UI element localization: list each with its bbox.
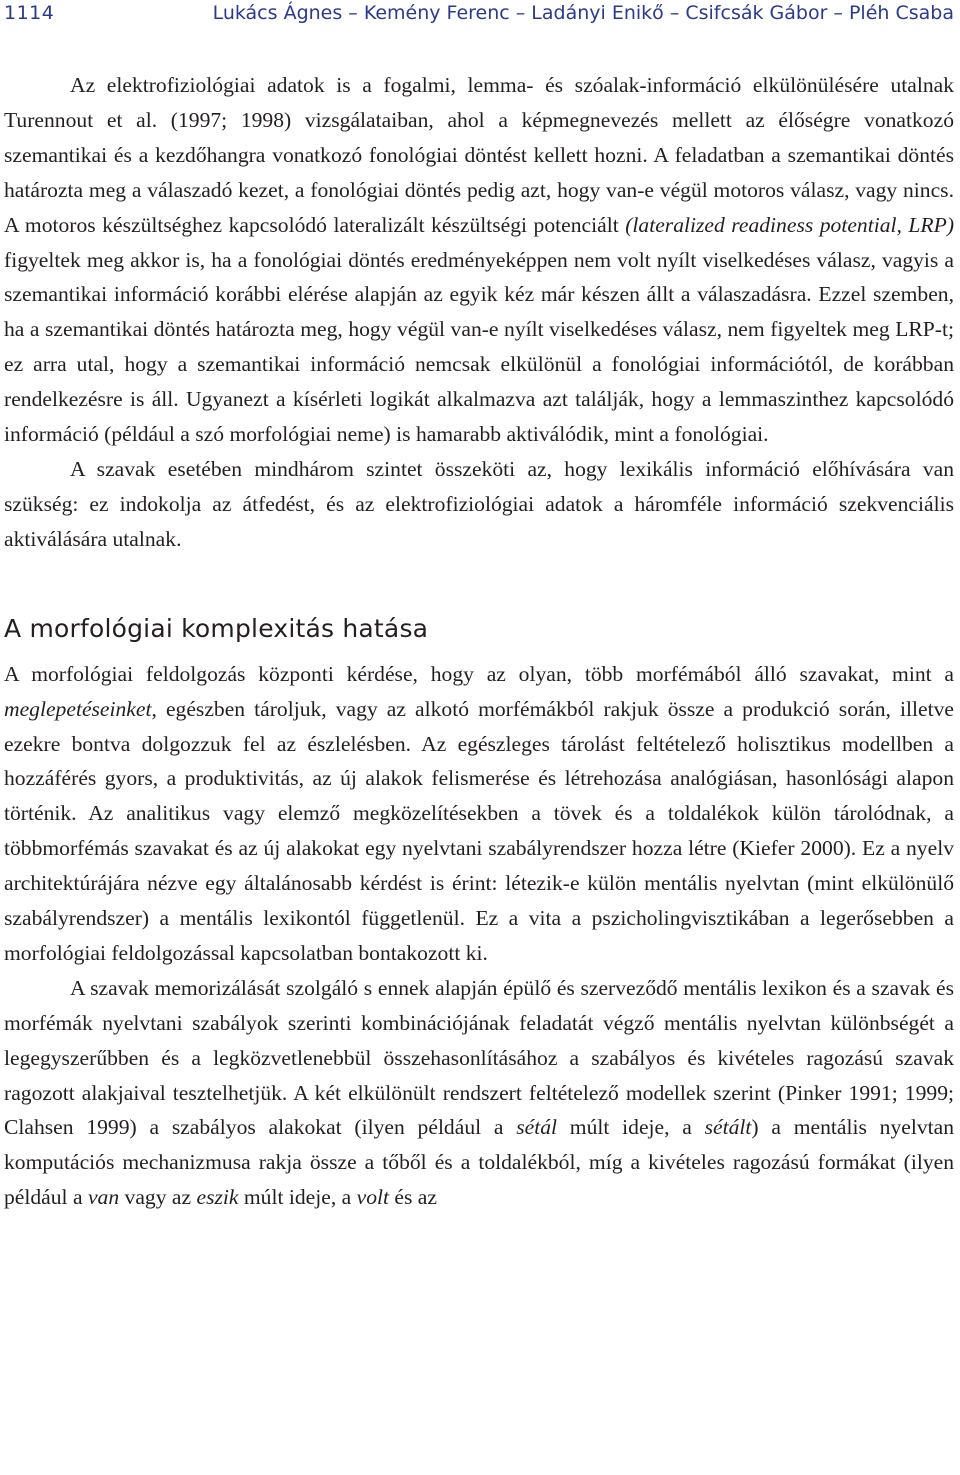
- italic-term: van: [87, 1185, 120, 1210]
- paragraph: [4, 657, 954, 971]
- paragraph-text: Az elektrofiziológiai adatok is a fogalmi, lemma- és szóalak-információ elkülönülésére utalnak Turennout et al. (1997; 1998) vizsgálataiban, ahol a képmegnevezés mellett az élőségre vonatkozó szemantikai és a kezdőhangra vonatkozó fonológiai döntést kellett hozni. A feladatban a szemantikai döntés határozta meg a válaszadó kezet, a fonológiai döntés pedig azt, hogy van-e végül motoros válasz, vagy nincs. A motoros készültséghez kapcsolódó lateralizált készültségi potenciált: [4, 73, 954, 237]
- running-header: [4, 0, 954, 36]
- italic-term: volt: [356, 1185, 389, 1210]
- section-2-body: [4, 657, 954, 1216]
- paragraph-text: A szavak memorizálását szolgáló s ennek alapján épülő és szerveződő mentális lexikon és a szavak és morfémák nyelvtani szabályok szerinti kombinációjának feladatát végző mentális nyelvtan különbségét a legegyszerűbben és a legközvetlenebbül összehasonlításához a szabályos és kivételes ragozású szavak ragozott alakjaival tesztelhetjük. A két elkülönült rendszert feltételező modellek szerint (Pinker 1991; 1999; Clahsen 1999) a szabályos alakokat (ilyen például a: [4, 975, 954, 1140]
- paragraph-text: és az: [389, 1185, 437, 1210]
- running-header-authors: Lukács Ágnes – Kemény Ferenc – Ladányi Enikő – Csifcsák Gábor – Pléh Csaba: [212, 2, 954, 24]
- paragraph-text: múlt ideje, a: [557, 1115, 705, 1140]
- paragraph-text: A szavak esetében mindhárom szintet összeköti az, hogy lexikális információ előhívására van szükség: ez indokolja az átfedést, és az elektrofiziológiai adatok a háromféle információ szekvenciális aktiválására utalnak.: [4, 456, 954, 551]
- paragraph-text: ) a mentális nyelvtan komputációs mechanizmusa rakja össze a tőből és a toldalékból, míg a kivételes ragozású formákat (ilyen például a: [4, 1115, 954, 1210]
- paragraph: [4, 452, 954, 557]
- italic-term: sétál: [516, 1115, 558, 1140]
- italic-term: eszik: [196, 1185, 239, 1210]
- italic-term: meglepetéseinket: [4, 696, 152, 721]
- paragraph: [4, 971, 954, 1215]
- italic-term: sétált: [704, 1115, 752, 1140]
- section-heading: A morfológiai komplexitás hatása: [4, 613, 429, 643]
- paragraph-text: figyeltek meg akkor is, ha a fonológiai döntés eredményeképpen nem volt nyílt viselkedéses válasz, vagyis a szemantikai információ korábbi elérése alapján az egyik kéz már készen állt a válaszadásra. Ezzel szemben, ha a szemantikai döntés határozta meg, hogy végül van-e nyílt viselkedéses válasz, nem figyeltek meg LRP-t; ez arra utal, hogy a szemantikai információ nemcsak elkülönül a fonológiai információtól, de korábban rendelkezésre is áll. Ugyanezt a kísérleti logikát alkalmazva azt találják, hogy a lemmaszinthez kapcsolódó információ (például a szó morfológiai neme) is hamarabb aktiválódik, mint a fonológiai.: [4, 247, 954, 447]
- section-1-body: [4, 68, 954, 557]
- italic-term: (lateralized readiness potential, LRP): [625, 212, 955, 237]
- paragraph-text: , egészben tároljuk, vagy az alkotó morfémákból rakjuk össze a produkció során, illetve ezekre bontva dolgozzuk fel az észlelésben. Az egészleges tárolást feltételező holisztikus modellben a hozzáférés gyors, a produktivitás, az új alakok felismerése és létrehozása analógiásan, hasonlósági alapon történik. Az analitikus vagy elemző megközelítésekben a tövek és a toldalékok külön tárolódnak, a többmorfémás szavakat és az új alakokat egy nyelvtani szabályrendszer hozza létre (Kiefer 2000). Ez a nyelv architektúrájára nézve egy általánosabb kérdést is érint: létezik-e külön mentális nyelvtan (mint elkülönülő szabályrendszer) a mentális lexikontól függetlenül. Ez a vita a pszicholingvisztikában a legerősebben a morfológiai feldolgozással kapcsolatban bontakozott ki.: [4, 696, 954, 965]
- paragraph-text: vagy az: [119, 1185, 197, 1210]
- paragraph-text: múlt ideje, a: [238, 1185, 357, 1210]
- page-number: 1114: [4, 2, 55, 24]
- paragraph-text: A morfológiai feldolgozás központi kérdése, hogy az olyan, több morfémából álló szavakat, mint a: [4, 661, 954, 686]
- paragraph: [4, 68, 954, 452]
